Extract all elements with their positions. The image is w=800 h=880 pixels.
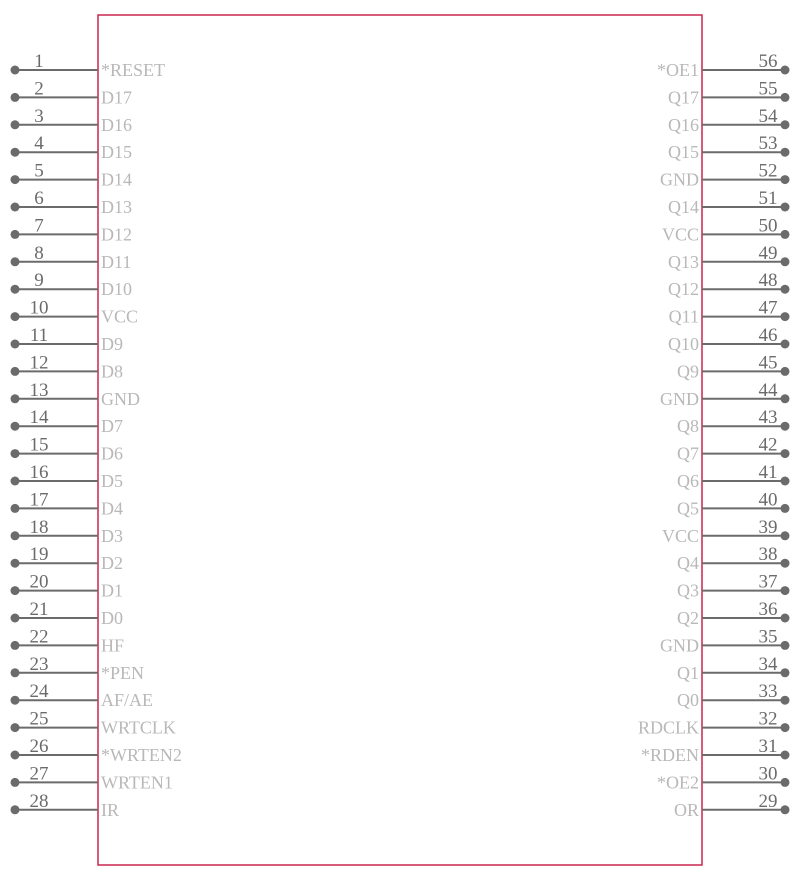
pin-41 (677, 462, 790, 491)
pin-name: D5 (101, 471, 123, 491)
pin-number: 29 (758, 790, 778, 812)
pin-number: 6 (34, 188, 44, 209)
pin-number: 52 (758, 160, 778, 182)
pin-number: 21 (29, 599, 49, 620)
pin-number: 30 (758, 763, 778, 785)
pin-3 (11, 106, 133, 135)
pin-number: 27 (29, 763, 49, 785)
pin-endpoint-dot (781, 148, 790, 157)
pin-name: GND (101, 388, 140, 409)
pin-42 (677, 435, 790, 464)
pin-number: 44 (758, 379, 778, 401)
pin-22 (11, 626, 125, 655)
pin-49 (668, 243, 790, 272)
pin-15 (11, 435, 124, 464)
pin-number: 55 (758, 78, 778, 100)
pin-endpoint-dot (11, 778, 20, 787)
pin-endpoint-dot (781, 805, 790, 814)
pin-number: 3 (34, 105, 44, 127)
pin-name: D17 (101, 87, 132, 108)
pin-endpoint-dot (11, 340, 20, 349)
pin-endpoint-dot (781, 120, 790, 129)
pin-name: D12 (101, 224, 132, 245)
pin-12 (11, 352, 124, 381)
pin-endpoint-dot (781, 230, 790, 239)
pin-name: Q12 (668, 279, 699, 300)
pin-name: *PEN (101, 662, 145, 683)
pin-number: 38 (758, 544, 778, 566)
pin-1 (11, 51, 166, 80)
pin-18 (11, 517, 124, 546)
pin-50 (662, 215, 790, 244)
pin-number: 41 (758, 462, 778, 483)
pin-number: 10 (29, 297, 49, 319)
pin-name: Q3 (677, 580, 699, 601)
pin-name: AF/AE (101, 690, 154, 711)
pin-number: 28 (29, 790, 49, 812)
pin-number: 13 (29, 379, 49, 401)
pin-number: 19 (29, 544, 49, 566)
pin-name: IR (101, 799, 119, 820)
pin-10 (11, 298, 139, 327)
pin-13 (11, 380, 141, 409)
pin-54 (668, 106, 790, 135)
pin-35 (660, 626, 790, 655)
pin-17 (11, 489, 124, 518)
pin-51 (668, 188, 790, 217)
pin-number: 49 (758, 242, 778, 264)
pin-name: WRTEN1 (101, 772, 173, 793)
pin-name: HF (101, 635, 125, 656)
pin-number: 46 (758, 325, 778, 346)
pin-number: 43 (758, 407, 778, 429)
pin-26 (11, 736, 182, 765)
pin-endpoint-dot (11, 312, 20, 321)
pin-endpoint-dot (781, 312, 790, 321)
pin-number: 4 (34, 133, 44, 155)
pin-number: 1 (34, 51, 44, 72)
pin-endpoint-dot (11, 148, 20, 157)
pin-name: D2 (101, 553, 123, 574)
pin-number: 48 (758, 270, 778, 292)
pin-number: 25 (29, 708, 49, 730)
pin-endpoint-dot (781, 641, 790, 650)
pin-52 (660, 161, 790, 190)
pin-endpoint-dot (781, 66, 790, 75)
pin-endpoint-dot (11, 477, 20, 486)
pin-name: Q1 (677, 662, 699, 683)
pin-endpoint-dot (781, 340, 790, 349)
pin-5 (11, 161, 133, 190)
pin-endpoint-dot (11, 93, 20, 102)
pin-number: 32 (758, 708, 778, 730)
pin-name: Q0 (677, 690, 699, 711)
pin-name: VCC (661, 525, 699, 546)
pin-name: Q13 (668, 251, 699, 272)
pin-34 (677, 654, 790, 683)
pin-55 (668, 78, 790, 107)
pin-name: Q7 (677, 443, 699, 464)
pin-endpoint-dot (781, 751, 790, 760)
pin-endpoint-dot (781, 394, 790, 403)
pin-name: Q9 (677, 361, 699, 382)
pin-endpoint-dot (11, 367, 20, 376)
pin-name: Q15 (668, 142, 699, 163)
pin-20 (11, 572, 124, 601)
pin-endpoint-dot (781, 778, 790, 787)
pin-40 (677, 489, 790, 518)
pin-number: 53 (758, 133, 778, 155)
pin-endpoint-dot (781, 504, 790, 513)
pin-number: 42 (758, 434, 778, 456)
pin-name: Q17 (668, 87, 699, 108)
pin-46 (668, 325, 790, 354)
pin-number: 26 (29, 736, 49, 757)
pin-name: WRTCLK (101, 717, 176, 738)
pin-name: *RDEN (641, 745, 699, 765)
pin-endpoint-dot (11, 641, 20, 650)
pin-name: OR (673, 799, 699, 820)
pin-endpoint-dot (781, 203, 790, 212)
pin-11 (11, 325, 124, 354)
pin-name: D11 (101, 251, 132, 272)
pin-endpoint-dot (11, 175, 20, 184)
pin-name: Q2 (677, 608, 699, 628)
pin-16 (11, 462, 124, 491)
pin-endpoint-dot (11, 285, 20, 294)
pin-endpoint-dot (11, 449, 20, 458)
pin-4 (11, 133, 133, 162)
pin-endpoint-dot (781, 614, 790, 623)
pin-number: 33 (758, 681, 778, 703)
pin-endpoint-dot (781, 367, 790, 376)
pin-endpoint-dot (11, 120, 20, 129)
pin-name: D14 (101, 169, 132, 190)
pin-number: 15 (29, 434, 49, 456)
pin-25 (11, 709, 176, 738)
pin-number: 50 (758, 215, 778, 237)
pin-48 (668, 270, 790, 299)
pin-43 (677, 407, 790, 436)
pin-19 (11, 544, 124, 573)
pin-endpoint-dot (11, 257, 20, 266)
left-pin-group (11, 51, 182, 820)
pin-38 (677, 544, 790, 573)
pin-name: Q4 (677, 553, 699, 574)
pin-23 (11, 654, 145, 683)
pin-endpoint-dot (11, 559, 20, 568)
pin-endpoint-dot (781, 586, 790, 595)
pin-endpoint-dot (11, 805, 20, 814)
pin-name: D1 (101, 580, 123, 601)
pin-6 (11, 188, 133, 217)
pin-name: D8 (101, 361, 123, 382)
pin-number: 20 (29, 571, 49, 593)
pin-endpoint-dot (11, 723, 20, 732)
pin-number: 31 (758, 736, 778, 757)
pin-name: D3 (101, 525, 123, 546)
pin-endpoint-dot (781, 531, 790, 540)
pin-endpoint-dot (781, 257, 790, 266)
pin-name: D7 (101, 416, 123, 437)
pin-number: 17 (29, 489, 49, 511)
pin-name: Q8 (677, 416, 699, 437)
pin-name: GND (660, 635, 699, 656)
pin-endpoint-dot (11, 668, 20, 677)
pin-14 (11, 407, 124, 436)
pin-28 (11, 791, 120, 820)
pin-47 (669, 298, 790, 327)
pin-number: 2 (34, 78, 44, 100)
pin-30 (657, 763, 790, 792)
pin-name: *OE2 (657, 772, 699, 793)
pin-37 (677, 572, 790, 601)
pin-27 (11, 763, 173, 792)
pin-name: D6 (101, 443, 123, 464)
pin-number: 35 (758, 626, 778, 648)
pin-endpoint-dot (781, 93, 790, 102)
pin-endpoint-dot (11, 614, 20, 623)
pin-45 (677, 352, 790, 381)
pin-number: 18 (29, 516, 49, 538)
pin-endpoint-dot (781, 422, 790, 431)
pin-number: 51 (758, 188, 778, 209)
pin-number: 12 (29, 352, 49, 374)
pin-endpoint-dot (11, 394, 20, 403)
ic-body-outline (98, 15, 702, 865)
pin-number: 45 (758, 352, 778, 374)
pin-number: 7 (34, 215, 44, 237)
pin-21 (11, 599, 124, 628)
pin-name: D13 (101, 197, 132, 217)
pin-endpoint-dot (11, 203, 20, 212)
pin-number: 36 (758, 599, 778, 620)
pin-number: 22 (29, 626, 49, 648)
pin-number: 37 (758, 571, 778, 593)
pin-endpoint-dot (781, 285, 790, 294)
pin-name: D15 (101, 142, 132, 163)
pin-name: Q10 (668, 334, 699, 354)
pin-24 (11, 681, 154, 710)
pin-name: D4 (101, 498, 123, 519)
pin-endpoint-dot (781, 477, 790, 486)
pin-36 (677, 599, 790, 628)
pin-name: VCC (661, 224, 699, 245)
pin-number: 34 (758, 653, 778, 675)
pin-number: 9 (34, 270, 44, 292)
pin-name: *RESET (101, 60, 166, 80)
pin-number: 8 (34, 242, 44, 264)
pin-number: 47 (758, 297, 778, 319)
pin-39 (662, 517, 790, 546)
pin-number: 11 (29, 325, 49, 346)
pin-8 (11, 243, 132, 272)
pin-number: 56 (758, 51, 778, 72)
pin-56 (657, 51, 790, 80)
pin-endpoint-dot (11, 586, 20, 595)
pin-endpoint-dot (11, 422, 20, 431)
pin-number: 16 (29, 462, 49, 483)
pin-name: GND (660, 169, 699, 190)
pin-endpoint-dot (11, 504, 20, 513)
pin-endpoint-dot (781, 449, 790, 458)
pin-number: 40 (758, 489, 778, 511)
pin-endpoint-dot (781, 668, 790, 677)
pin-2 (11, 78, 133, 107)
pin-endpoint-dot (11, 696, 20, 705)
pin-number: 39 (758, 516, 778, 538)
pin-endpoint-dot (781, 559, 790, 568)
pin-endpoint-dot (11, 751, 20, 760)
pin-endpoint-dot (11, 230, 20, 239)
pin-name: RDCLK (637, 717, 699, 738)
pin-32 (638, 709, 790, 738)
pin-number: 23 (29, 653, 49, 675)
pin-name: D16 (101, 114, 132, 135)
pin-number: 5 (34, 160, 44, 182)
pin-name: Q6 (677, 471, 699, 491)
pin-33 (677, 681, 790, 710)
pin-name: Q16 (668, 114, 699, 135)
pin-29 (674, 791, 790, 820)
pin-number: 54 (758, 105, 778, 127)
pin-number: 24 (29, 681, 49, 703)
pin-name: Q14 (668, 197, 699, 217)
pin-endpoint-dot (781, 175, 790, 184)
pin-number: 14 (29, 407, 49, 429)
pin-9 (11, 270, 133, 299)
pin-name: *WRTEN2 (101, 745, 182, 765)
pin-53 (668, 133, 790, 162)
pin-name: Q11 (668, 306, 699, 327)
pin-44 (660, 380, 790, 409)
pin-name: D10 (101, 279, 132, 300)
pin-name: VCC (101, 306, 139, 327)
pin-name: D0 (101, 608, 123, 628)
pin-name: *OE1 (657, 60, 699, 80)
pin-name: D9 (101, 334, 123, 354)
right-pin-group (638, 51, 790, 820)
pin-name: Q5 (677, 498, 699, 519)
pin-name: GND (660, 388, 699, 409)
pin-7 (11, 215, 133, 244)
pin-endpoint-dot (11, 66, 20, 75)
pin-endpoint-dot (781, 696, 790, 705)
pin-endpoint-dot (11, 531, 20, 540)
pin-31 (641, 736, 790, 765)
pin-endpoint-dot (781, 723, 790, 732)
